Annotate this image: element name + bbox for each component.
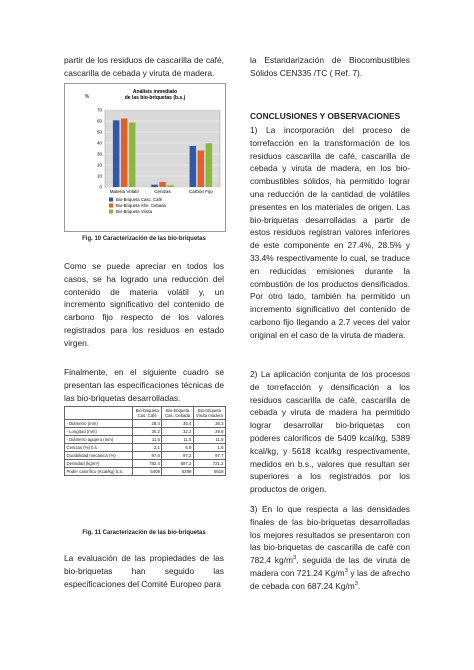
spec-cell-value: 32.2 bbox=[162, 428, 193, 436]
legend-swatch bbox=[109, 210, 113, 214]
spec-cell-value: 97.2 bbox=[162, 452, 193, 460]
chart-title: Análisis inmediato de las bio-briquetas (b.s.) bbox=[124, 89, 186, 101]
y-tick-label: 50 bbox=[96, 129, 102, 135]
chart-bar bbox=[167, 185, 174, 187]
left-paragraph-3: La evaluación de las propiedades de las bio-briquetas han seguido las especificaciones del Comité Europeo para bbox=[64, 553, 224, 589]
y-tick-label: 20 bbox=[96, 162, 102, 168]
spec-cell-value: 5409 bbox=[133, 468, 162, 476]
table-row bbox=[65, 428, 226, 436]
proximate-analysis-chart bbox=[64, 83, 226, 232]
left-paragraph-1: Como se puede apreciar en todos los casos, se ha logrado una reducción del contenido de materia volátil y, un incremento significativo del contenido de carbono fijo respecto de los valores registrados para los residuos en estado virgen. bbox=[64, 261, 224, 348]
spec-cell-value: 28.4 bbox=[133, 420, 162, 428]
table-row bbox=[65, 420, 226, 428]
spec-cell-value: 2.1 bbox=[133, 444, 162, 452]
legend-label: Bio-Briqueta Viruta bbox=[116, 209, 152, 214]
spec-header-cell: Bio-briqueta Viruta madera bbox=[193, 407, 225, 420]
spec-cell-value: 97.6 bbox=[133, 452, 162, 460]
spec-cell-value: 687.2 bbox=[162, 460, 193, 468]
fig11-caption: Fig. 11 Caracterización de las bio-briquetas bbox=[82, 530, 206, 536]
legend-label: Bio-Briqueta Afre. Cebada bbox=[116, 203, 166, 208]
chart-bar bbox=[198, 150, 205, 187]
spec-table-header-row bbox=[65, 407, 226, 420]
spec-cell-value: 11.5 bbox=[193, 436, 225, 444]
spec-row-label: - Longitud (mm) bbox=[65, 428, 133, 436]
conclusions-heading: CONCLUSIONES Y OBSERVACIONES bbox=[250, 111, 401, 121]
table-row bbox=[65, 460, 226, 468]
spec-cell-value: 11.5 bbox=[162, 436, 193, 444]
conclusion-3 bbox=[250, 503, 410, 593]
conclusion-3-text-c: y las de afrecho de cebada con 687.24 Kg/m bbox=[250, 567, 410, 591]
x-tick-label: Carbón Fijo bbox=[188, 189, 213, 194]
right-intro-paragraph: la Estandarización de Biocombustibles Sólidos CEN335 /TC ( Ref. 7). bbox=[250, 55, 410, 78]
chart-ylabel: % bbox=[84, 94, 90, 100]
legend-swatch bbox=[109, 204, 113, 208]
table-row bbox=[65, 468, 226, 476]
y-tick-label: 10 bbox=[96, 173, 102, 179]
spec-cell-value: 1.6 bbox=[193, 444, 225, 452]
superscript-3: 3 bbox=[344, 568, 348, 575]
y-tick-label: 60 bbox=[96, 118, 102, 124]
spec-cell-value: 30.2 bbox=[133, 428, 162, 436]
spec-cell-value: 5389 bbox=[162, 468, 193, 476]
conclusion-3-text-a: 3) En lo que respecta a las densidades finales de las bio-briquetas desarrolladas los mejores resultados se presentaron con las bio-briquetas de cascarilla de café con 782.4 kg/m bbox=[250, 504, 410, 566]
x-tick-label: Cenizas bbox=[154, 189, 171, 194]
spec-cell-value: 5618 bbox=[193, 468, 225, 476]
spec-row-label: Densidad (kg/m³) bbox=[65, 460, 133, 468]
chart-bar bbox=[121, 118, 128, 187]
spec-cell-value: 35.3 bbox=[193, 420, 225, 428]
superscript-3: 3 bbox=[354, 580, 359, 587]
spec-cell-value: 11.5 bbox=[133, 436, 162, 444]
y-tick-label: 40 bbox=[96, 140, 102, 146]
chart-bar bbox=[159, 182, 166, 187]
conclusion-3-text-d: . bbox=[358, 580, 361, 591]
conclusion-1: 1) La incorporación del proceso de torrefacción en la transformación de los residuos cascarilla de café, cascarilla de cebada y viruta de madera, en los bio-combustibles sólidos, ha permitido lograr una reducción de la cantidad de volátiles presentes en los materiales de origen. Las bio-briquetas desarrolladas a partir de estos residuos registran valores inferiores de este componente en 27.4%, 28.5% y 33.4% respectivamente lo cual, se traduce en reducidas emisiones durante la combustión de los productos densificados. Por otro lado, también ha permitido un incremento significativo del contenido de carbono fijo llegando a 2.7 veces del valor original en el caso de la viruta de madera. bbox=[250, 125, 410, 340]
legend-swatch bbox=[109, 198, 113, 202]
spec-cell-value: 782.4 bbox=[133, 460, 162, 468]
table-row bbox=[65, 444, 226, 452]
bio-briquette-spec-table bbox=[64, 406, 226, 476]
spec-cell-value: 97.7 bbox=[193, 452, 225, 460]
spec-row-label: Poder calorífico (Kcal/kg) b.S. bbox=[65, 468, 133, 476]
chart-bar bbox=[129, 123, 136, 187]
spec-cell-value: 35.4 bbox=[162, 420, 193, 428]
spec-header-cell: Bio-briqueta Cas. Cebada bbox=[162, 407, 193, 420]
chart-bar bbox=[151, 185, 158, 187]
spec-row-label: Durabilidad mecánica (%) bbox=[65, 452, 133, 460]
chart-bar bbox=[190, 146, 197, 187]
chart-bar bbox=[113, 120, 120, 187]
spec-row-label: - Diámetro agujero (mm) bbox=[65, 436, 133, 444]
fig10-caption: Fig. 10 Caracterización de las bio-briquetas bbox=[82, 236, 206, 242]
x-tick-label: Materia Volátil bbox=[109, 189, 139, 194]
spec-row-label: - Diámetro (mm) bbox=[65, 420, 133, 428]
table-row bbox=[65, 436, 226, 444]
conclusion-3-text-b: , seguida de las de viruta de madera con 721.24 Kg/m bbox=[250, 555, 411, 578]
spec-cell-value: 29.8 bbox=[193, 428, 225, 436]
y-tick-label: 70 bbox=[96, 107, 102, 113]
superscript-3: 3 bbox=[292, 555, 297, 562]
conclusion-2: 2) La aplicación conjunta de los procesos de torrefacción y densificación a los residuos cascarilla de café, cascarilla de cebada y viruta de madera ha permitido lograr desarrollar bio-briquetas con poderes caloríficos de 5409 kcal/kg, 5389 kcal/kg, y 5618 kcal/kg respectivamente, medidos en b.s., valores que resultan ser superiores a los registrados por los productos de origen. bbox=[250, 369, 410, 495]
y-tick-label: 30 bbox=[96, 151, 102, 157]
spec-row-label: Cenizas (%) b.s. bbox=[65, 444, 133, 452]
spec-cell-value: 6.9 bbox=[162, 444, 193, 452]
chart-bar bbox=[206, 143, 213, 187]
spec-cell-value: 721.2 bbox=[193, 460, 225, 468]
table-row bbox=[65, 452, 226, 460]
left-paragraph-2: Finalmente, en el siguiente cuadro se presentan las especificaciones técnicas de las bio-briquetas desarrolladas. bbox=[64, 367, 224, 403]
chart-svg bbox=[65, 84, 225, 231]
spec-header-cell: Bio-briqueta Cas. Café bbox=[133, 407, 162, 420]
spec-header-cell bbox=[65, 407, 133, 420]
y-tick-label: 0 bbox=[99, 184, 102, 190]
legend-label: Bio-Briqueta Casc. Café bbox=[116, 197, 163, 202]
left-intro-paragraph: partir de los residuos de cascarilla de café, cascarilla de cebada y viruta de madera. bbox=[64, 55, 224, 78]
